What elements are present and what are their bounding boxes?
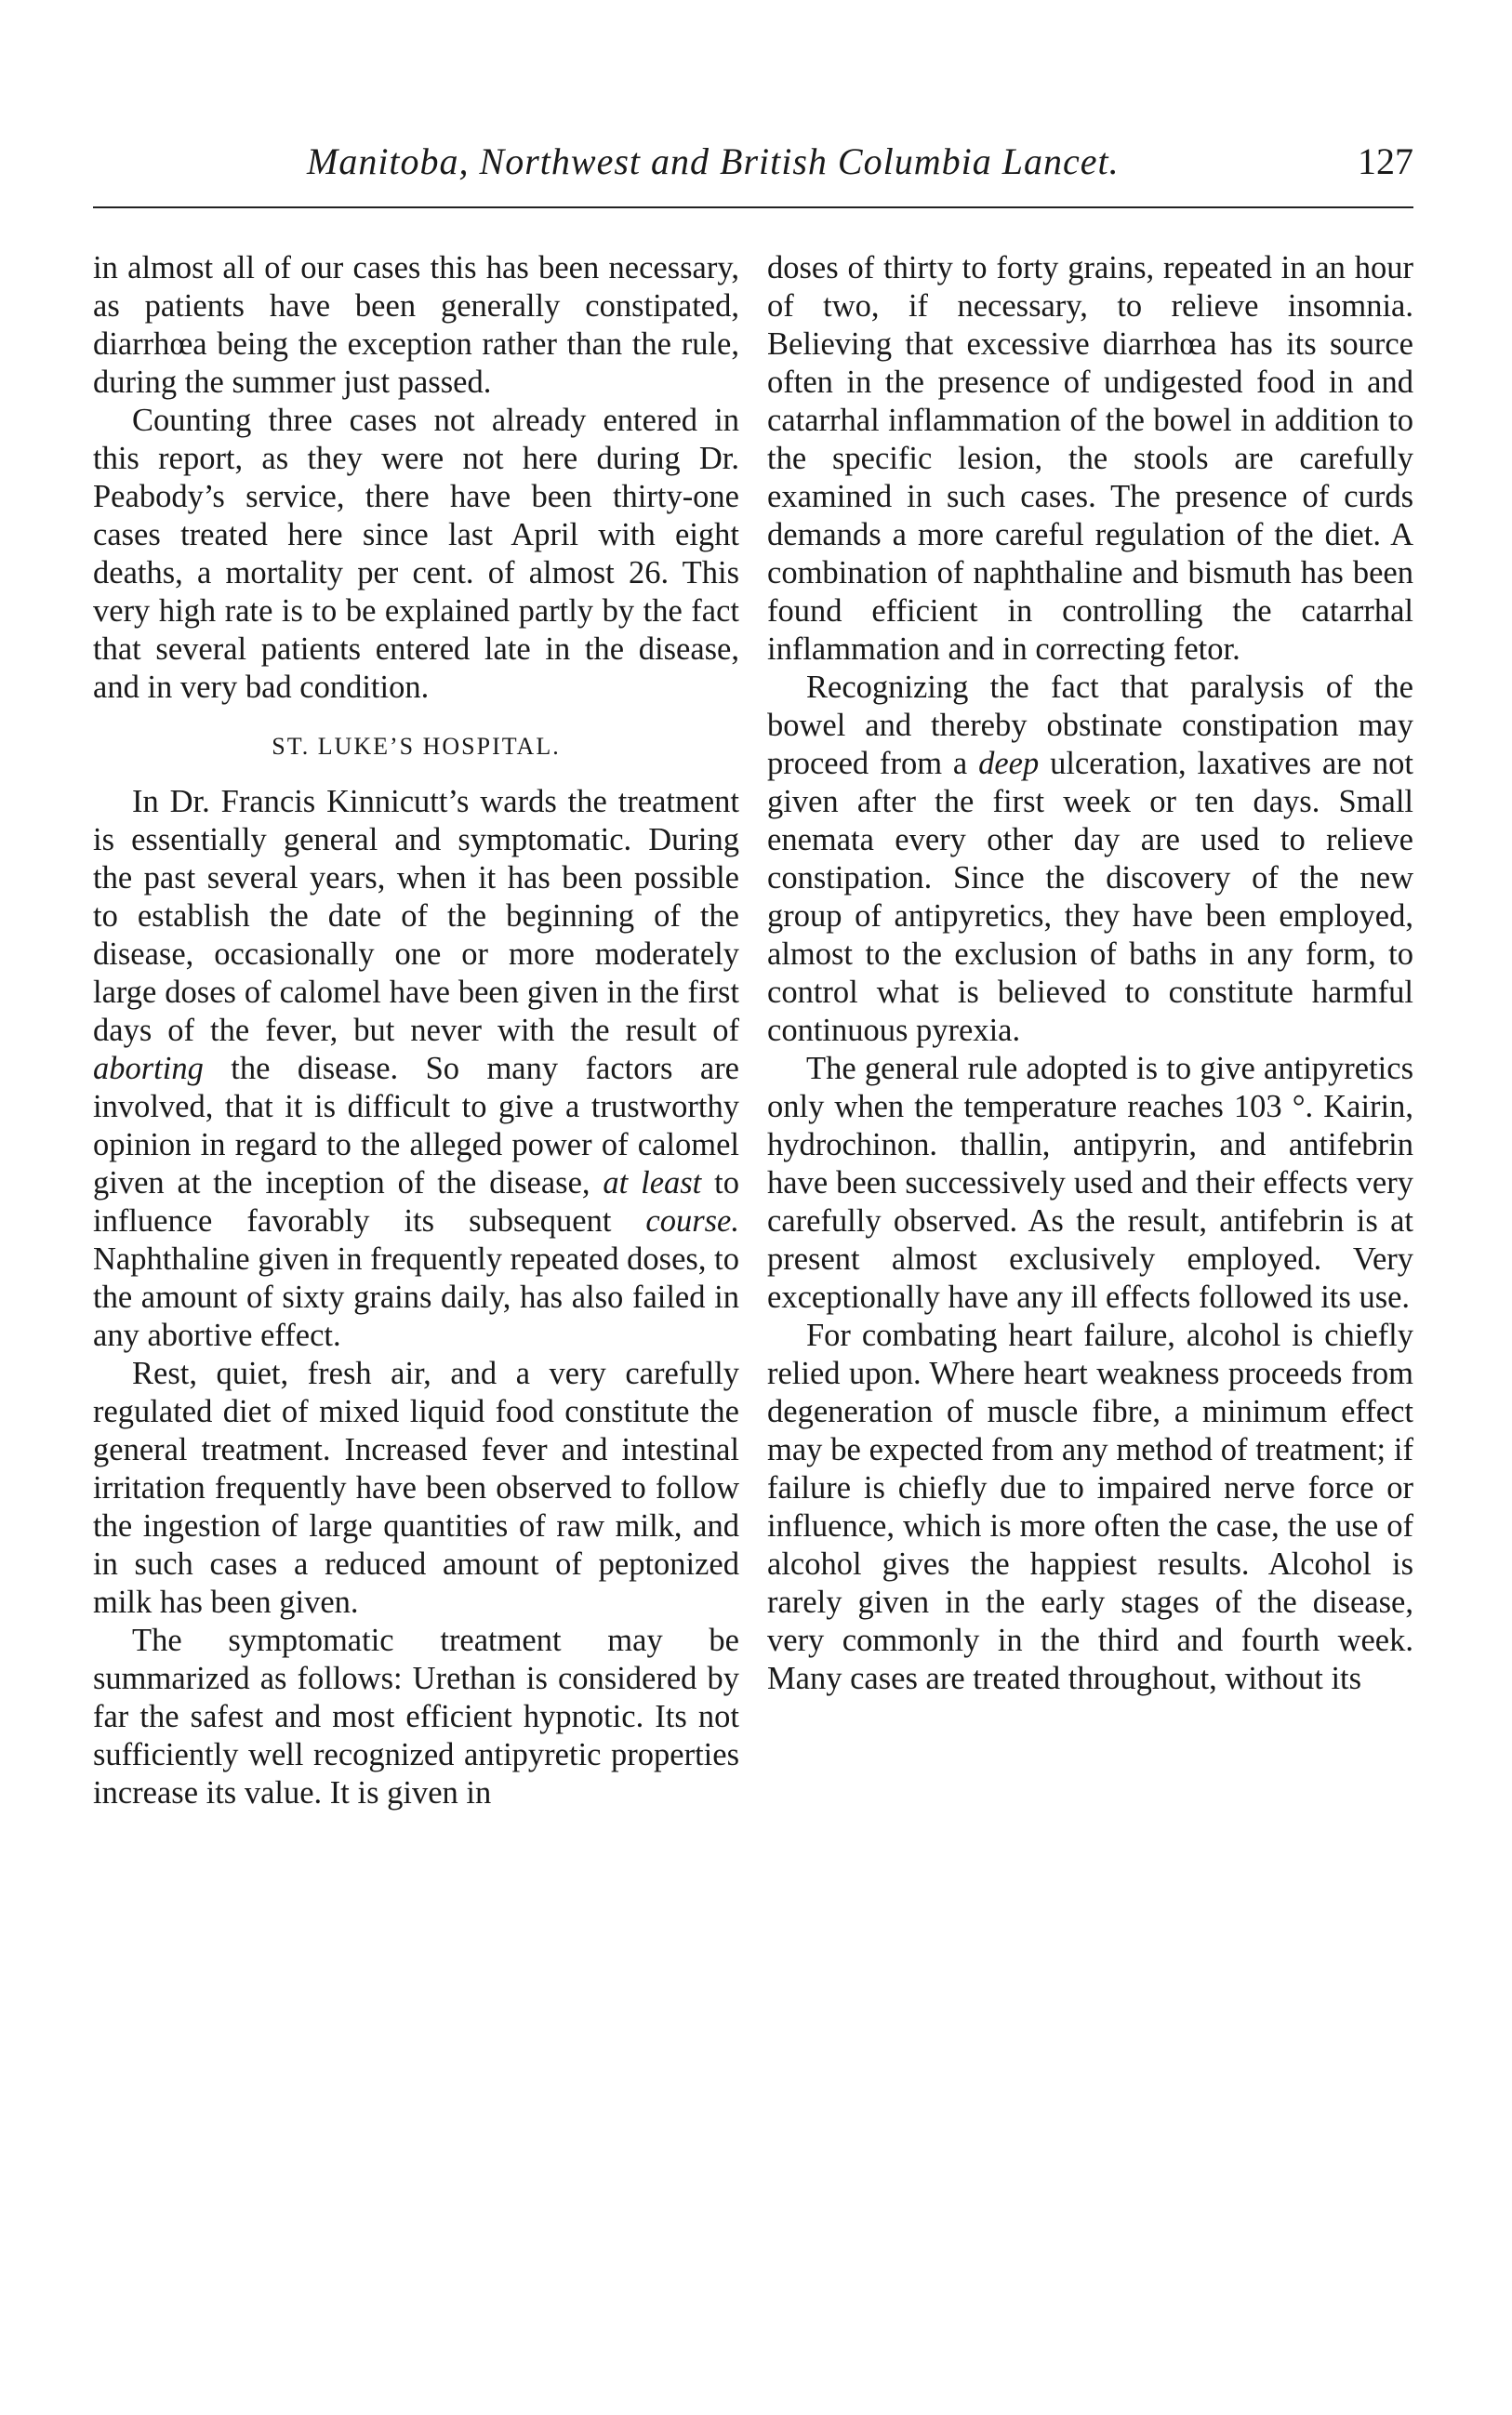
text-run: Recognizing the fact that paralysis of the bowel and thereby obstinate constipation may proceed from a <box>767 670 1413 781</box>
italic-run: course. <box>645 1203 739 1239</box>
right-column <box>767 249 1413 1698</box>
text-run: In Dr. Francis Kinnicutt’s wards the treatment is essentially general and symptomatic. During the past several years, when it has been possible to establish the date of the beginning of the disease, occasionally one or more moderately large doses of calomel have been given in the first days of the fever, but never with the result of <box>93 784 739 1048</box>
page-number: 127 <box>1358 140 1413 182</box>
text-run: Naphthaline given in frequently repeated doses, to the amount of sixty grains daily, has also failed in any abortive effect. <box>93 1241 739 1353</box>
text-run: the disease. So many factors are involved, that it is difficult to give a trustworthy opinion in regard to the alleged power of calomel given at the inception of the disease, <box>93 1051 739 1201</box>
text-run: to influence favorably its subsequent <box>93 1165 739 1239</box>
left-column <box>93 249 739 1812</box>
journal-title: Manitoba, Northwest and British Columbia Lancet. <box>307 140 1120 182</box>
paragraph-continued: in almost all of our cases this has been necessary, as patients have been generally constipated, diarrhœa being the exception rather than the rule, during the summer just passed. <box>93 250 739 400</box>
paragraph-kinnicutt <box>93 783 739 1355</box>
paragraph-heart-failure: For combating heart failure, alcohol is chiefly relied upon. Where heart weakness proceeds from degeneration of muscle fibre, a minimum effect may be expected from any method of treatment; if failure is chiefly due to impaired nerve force or influence, which is more often the case, the use of alcohol gives the happiest results. Alcohol is rarely given in the early stages of the disease, very commonly in the third and fourth week. Many cases are treated throughout, without its <box>767 1318 1413 1696</box>
section-heading-st-lukes: ST. LUKE’S HOSPITAL. <box>272 733 561 760</box>
paragraph-urethan-doses: doses of thirty to forty grains, repeated in an hour of two, if necessary, to relieve insomnia. Believing that excessive diarrhœa has its source often in the presence of undigested food in and catarrhal inflammation of the bowel in addition to the specific lesion, the stools are carefully examined in such cases. The presence of curds demands a more careful regulation of the diet. A combination of naphthaline and bismuth has been found efficient in controlling the catarrhal inflammation and in correcting fetor. <box>767 250 1413 667</box>
italic-run: deep <box>978 746 1040 781</box>
text-run: ulceration, laxatives are not given after the first week or ten days. Small enemata every other day are used to relieve constipation. Since the discovery of the new group of antipyretics, they have been employed, almost to the exclusion of baths in any form, to control what is believed to constitute harmful continuous pyrexia. <box>767 746 1413 1048</box>
italic-run: aborting <box>93 1051 204 1086</box>
paragraph-antipyretics: The general rule adopted is to give antipyretics only when the temperature reaches 103 °. Kairin, hydrochinon. thallin, antipyrin, and antifebrin have been successively used and their effects very carefully observed. As the result, antifebrin is at present almost exclusively employed. Very exceptionally have any ill effects followed its use. <box>767 1051 1413 1315</box>
running-head <box>93 139 1413 186</box>
paragraph-symptomatic: The symptomatic treatment may be summarized as follows: Urethan is considered by far the safest and most efficient hypnotic. Its not sufficiently well recognized antipyretic properties increase its value. It is given in <box>93 1623 739 1811</box>
paragraph-general-treatment: Rest, quiet, fresh air, and a very carefully regulated diet of mixed liquid food constitute the general treatment. Increased fever and intestinal irritation frequently have been observed to follow the ingestion of large quantities of raw milk, and in such cases a reduced amount of peptonized milk has been given. <box>93 1356 739 1620</box>
header-rule <box>93 206 1413 208</box>
paragraph-mortality: Counting three cases not already entered in this report, as they were not here during Dr. Peabody’s service, there have been thirty-one cases treated here since last April with eight deaths, a mortality per cent. of almost 26. This very high rate is to be explained partly by the fact that several patients entered late in the disease, and in very bad condition. <box>93 403 739 705</box>
paragraph-paralysis <box>767 669 1413 1050</box>
italic-run: at least <box>603 1165 702 1201</box>
